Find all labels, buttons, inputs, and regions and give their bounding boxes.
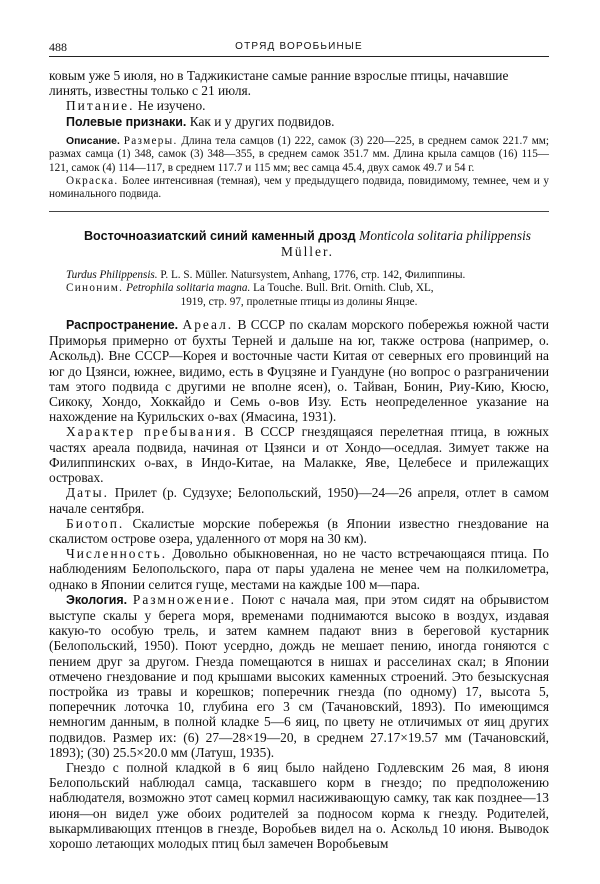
residence-paragraph xyxy=(49,424,549,485)
synonymy-block xyxy=(49,269,549,309)
section-heading xyxy=(49,228,549,260)
nutrition-paragraph xyxy=(49,98,549,113)
biotope-text: Скалистые морские побережья (в Японии известно гнездование на скалистом острове озера, удаленного от моря на 30 км). xyxy=(49,515,549,546)
dates-paragraph xyxy=(49,485,549,515)
page-number: 488 xyxy=(49,40,67,54)
description-color xyxy=(49,175,549,202)
nest-paragraph: Гнездо с полной кладкой в 6 яиц было найдено Годлевским 26 мая, 8 июня Белопольский наблюдал самца, таскавшего корм в гнездо; по предположению наблюдателя, возможно этот самец кормил насиживающую самку, так как позднее—13 июня—он видел уже обоих родителей за подносом корма к гнезду. Родителей, выкармливающих птенцов в гнезде, Воробьев видел на о. Аскольд 10 июня. Выводок хорошо летающих молодых птиц был замечен Воробьевым xyxy=(49,759,549,851)
description-label: Описание. xyxy=(66,135,120,147)
areal-label: Ареал. xyxy=(182,317,234,333)
book-page xyxy=(49,38,549,851)
section-title-author: Müller. xyxy=(280,243,335,259)
color-label: Окраска. xyxy=(66,175,119,188)
top-block xyxy=(49,68,549,130)
description-block xyxy=(49,135,549,202)
page-header xyxy=(49,38,549,57)
numbers-text: Довольно обыкновенная, но не часто встречающаяся птица. По наблюдениям Белопольского, пара от пары удалена не менее чем на полкилометра, однако в Японии селится гуще, местами на каждые 100 м—пара. xyxy=(49,546,549,592)
numbers-paragraph xyxy=(49,546,549,592)
continued-line-1: ковым уже 5 июля, но в Таджикистане самые ранние взрослые птицы, начавшие xyxy=(49,68,509,83)
nutrition-label: Питание. xyxy=(66,98,135,114)
section-title-latin: Monticola solitaria philippensis xyxy=(359,227,532,243)
color-text: Более интенсивная (темная), чем у предыдущего подвида, повидимому, темнее, чем и у номинального подвида. xyxy=(49,175,549,201)
biotope-paragraph xyxy=(49,516,549,546)
distribution-text: В СССР по скалам морского побережья южной части Приморья примерно от бухты Терней и дальше на юг, также острова (например, о. Аскольд). Вне СССР—Корея и восточные части Китая от северных его провинций на юг до Цзянси, южнее, видимо, есть в Фуцзяне и Гуандуне (но вопрос о разграничении там этого подвида с другими не вполне ясен), о. Тайван, Бонин, Риу-Кию, Кюсю, Сикоку, Хондо, Хоккайдо и Семь о-вов Изу. Есть неопределенное указание на нахождение на Курильских о-вах (Ямасина, 1931). xyxy=(49,317,549,425)
residence-label: Характер пребывания. xyxy=(66,424,238,440)
distribution-label: Распространение. xyxy=(66,318,179,333)
breeding-label: Размножение. xyxy=(132,591,237,607)
continued-line-2: линять, известны только с 21 июля. xyxy=(49,83,252,99)
continued-paragraph xyxy=(49,68,549,98)
synonym-reference xyxy=(49,282,549,295)
description-sizes xyxy=(49,135,549,175)
original-citation: P. L. S. Müller. Natursystem, Anhang, 1776, стр. 142, Филиппины. xyxy=(157,268,466,281)
dates-label: Даты. xyxy=(66,485,109,501)
residence-text: В СССР гнездящаяся перелетная птица, в южных частях ареала подвида, начиная от Цзянси и от Хондо—оседлая. Зимует также на Филиппинских о-вах, в Индо-Китае, на Малакке, Яве, Целебесе и прилежащих островах. xyxy=(49,424,549,486)
running-title: ОТРЯД ВОРОБЬИНЫЕ xyxy=(235,41,363,52)
field-marks-label: Полевые признаки. xyxy=(66,114,187,129)
main-text xyxy=(49,317,549,851)
synonym-citation-2: 1919, стр. 97, пролетные птицы из долины Янцзе. xyxy=(180,295,418,308)
ecology-text: Поют с начала мая, при этом сидят на обрывистом выступе скалы у берега моря, временами поднимаются высоко в воздух, издавая какую-то особую трель, и затем камнем падают вниз в береговой кустарник (Белопольский, 1950). Поют усердно, дождь не мешает пению, иногда гоняются с пением друг за другом. Гнезда помещаются в нишах и расселинах скал; в Японии отмечено гнездование и под крышами высоких каменных строений. Это безыскусная постройка из травы и корешков; поперечник гнезда (по одному) 17, высота 5, поперечник лоточка 10, глубина его 3 см (Тачановский, 1893). По имеющимся немногим данным, в полной кладке 5—6 яиц, по цвету не отличимых от яиц других подвидов. Размер их: (6) 27—28×19—20, в среднем 27.17×19.57 мм (Тачановский, 1893); (30) 25.5×20.0 мм (Латуш, 1935). xyxy=(49,591,549,760)
nutrition-text: Не изучено. xyxy=(134,98,206,114)
distribution-paragraph xyxy=(49,317,549,424)
section-title xyxy=(49,228,549,244)
sizes-text: Длина тела самцов (1) 222, самок (3) 220—225, в среднем самок 221.7 мм; размах самца (1) 348, самок (3) 348—355, в среднем самок 351.7 мм. Длина крыла самцов (16) 115—121, самок (4) 114—117, в среднем 117.7 и 115 мм; вес самца 45.4, двух самок 49.7 и 54 г. xyxy=(49,134,549,174)
synonym-name: Petrophila solitaria magna. xyxy=(123,282,251,295)
field-marks-text: Как и у других подвидов. xyxy=(186,113,335,129)
biotope-label: Биотоп. xyxy=(66,515,125,531)
ecology-paragraph xyxy=(49,592,549,760)
sizes-label: Размеры. xyxy=(123,134,178,147)
numbers-label: Численность. xyxy=(66,546,168,562)
section-title-russian: Восточноазиатский синий каменный дрозд xyxy=(83,228,360,243)
original-reference xyxy=(49,269,549,282)
section-divider xyxy=(49,211,549,212)
ecology-label: Экология. xyxy=(66,592,128,607)
field-marks-paragraph xyxy=(49,114,549,130)
dates-text: Прилет (р. Судзухе; Белопольский, 1950)—24—26 апреля, отлет в самом начале сентября. xyxy=(49,485,549,516)
synonym-citation-1: La Touche. Bull. Brit. Ornith. Club, XL, xyxy=(250,282,434,295)
synonym-label: Синоним. xyxy=(66,282,124,295)
original-name: Turdus Philippensis. xyxy=(66,268,158,281)
